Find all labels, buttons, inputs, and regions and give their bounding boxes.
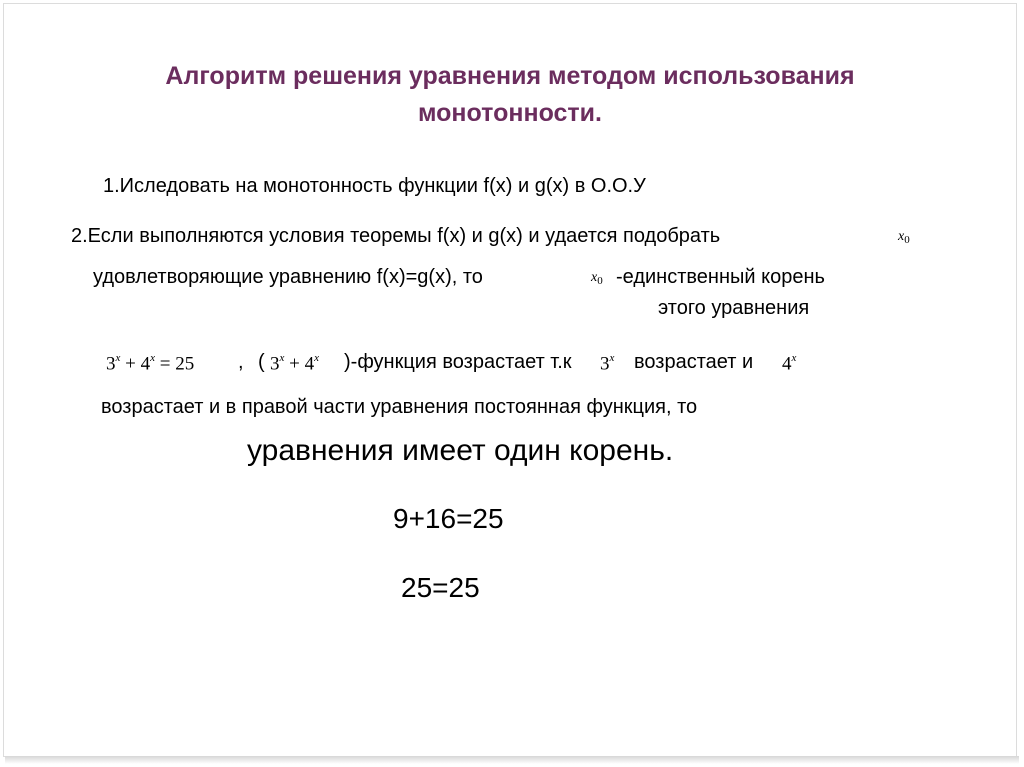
slide-shadow (5, 756, 1019, 764)
three-power-x: 3$^x$ (600, 352, 615, 375)
slide-title-line2: монотонности. (418, 99, 602, 127)
increases-and-text: возрастает и (634, 351, 754, 373)
slide-title-line1: Алгоритм решения уравнения методом использования (165, 62, 855, 90)
step-2-line2-start: удовлетворяющие уравнению f(x)=g(x), то (93, 266, 483, 288)
four-power-x: 4$^x$ (782, 352, 797, 375)
function-increases-text: )-функция возрастает т.к (344, 351, 572, 373)
step-1-text: 1.Иследовать на монотонность функции f(x) и g(x) в О.О.У (103, 175, 646, 197)
check-equation-2: 25=25 (401, 572, 480, 603)
conclusion-text: уравнения имеет один корень. (247, 434, 674, 467)
example-equation: $3^x + 4^x = 25$ (106, 352, 195, 375)
step-2-line3: этого уравнения (658, 297, 810, 319)
step-2-line1: 2.Если выполняются условия теоремы f(x) и g(x) и удается подобрать (71, 225, 721, 247)
example-line2: возрастает и в правой части уравнения постоянная функция, то (101, 396, 698, 418)
paren-open: ( (258, 351, 265, 373)
example-comma: , (238, 351, 244, 373)
x0-symbol-1: $x_0$ (898, 229, 910, 246)
x0-symbol-2: $x_0$ (591, 270, 603, 287)
check-equation-1: 9+16=25 (393, 503, 504, 534)
paren-inner-expression: $3^x + 4^x$ (270, 352, 319, 375)
step-2-line2-end: -единственный корень (616, 266, 825, 288)
